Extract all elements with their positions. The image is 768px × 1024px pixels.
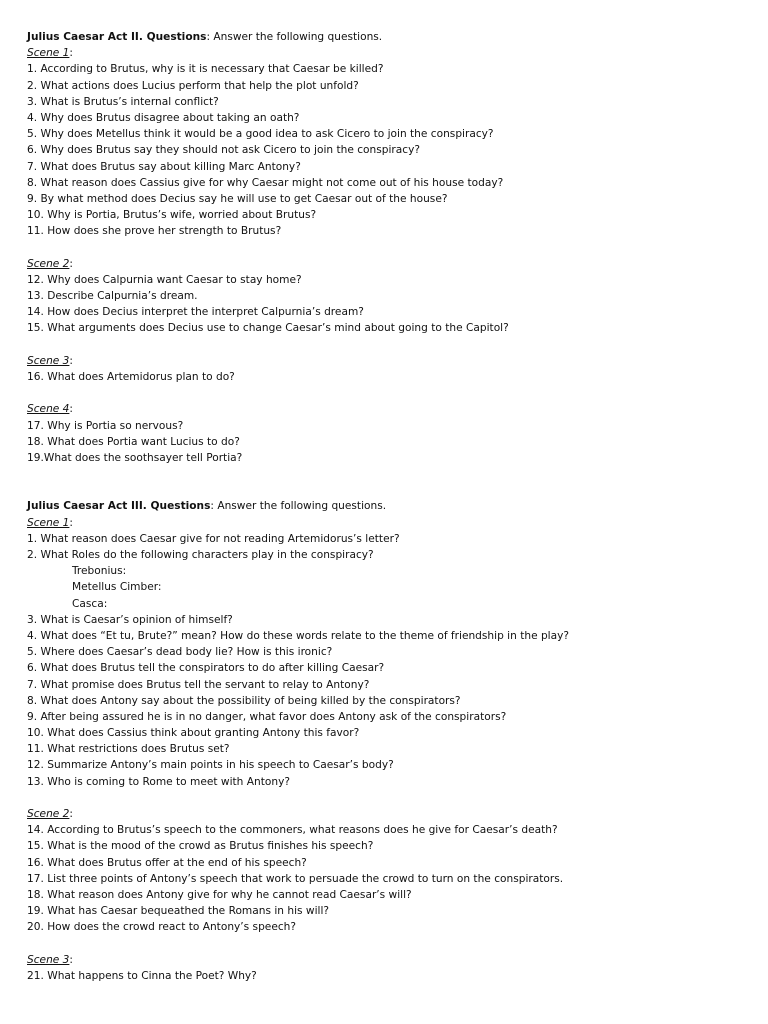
act2-title: Julius Caesar Act II. Questions: [27, 31, 207, 43]
act2-scene1-heading: Scene 1:: [27, 47, 73, 60]
question-item: 16. What does Brutus offer at the end of his speech?: [27, 856, 307, 869]
question-item: 10. What does Cassius think about granting Antony this favor?: [27, 727, 360, 740]
act3-scene1-heading: Scene 1:: [27, 516, 73, 529]
act3-scene3-questions: [27, 968, 757, 984]
act2-scene4-questions: [27, 418, 757, 467]
question-item: 12. Why does Calpurnia want Caesar to stay home?: [27, 273, 302, 286]
question-item: 4. What does “Et tu, Brute?” mean? How do these words relate to the theme of friendship in the play?: [27, 629, 570, 642]
scene-label: Scene 1: [27, 516, 70, 529]
act3-scene2-heading: Scene 2:: [27, 808, 73, 820]
question-item: 6. What does Brutus tell the conspirators to do after killing Caesar?: [27, 662, 385, 675]
question-item: 10. Why is Portia, Brutus’s wife, worried about Brutus?: [27, 209, 317, 222]
question-item: 1. What reason does Caesar give for not reading Artemidorus’s letter?: [27, 532, 400, 545]
act2-scene3-heading: Scene 3:: [27, 354, 73, 367]
act3-scene1-characters: [27, 563, 757, 612]
question-item: 20. How does the crowd react to Antony’s speech?: [27, 921, 296, 934]
question-item: 19. What has Caesar bequeathed the Romans in his will?: [27, 905, 330, 918]
act3-scene2-questions: [27, 822, 757, 935]
scene-label: Scene 2: [27, 257, 70, 270]
act2-scene4-heading: Scene 4:: [27, 403, 73, 416]
scene-label: Scene 3: [27, 953, 70, 966]
question-item: 15. What arguments does Decius use to change Caesar’s mind about going to the Capitol?: [27, 322, 509, 335]
character-item: Trebonius:: [72, 565, 127, 578]
question-item: 9. By what method does Decius say he will use to get Caesar out of the house?: [27, 192, 448, 205]
question-item: 7. What does Brutus say about killing Marc Antony?: [27, 160, 301, 173]
question-item: 13. Describe Calpurnia’s dream.: [27, 290, 198, 302]
scene-label: Scene 1: [27, 47, 70, 60]
question-item: 5. Why does Metellus think it would be a good idea to ask Cicero to join the conspiracy?: [27, 128, 494, 141]
act3-heading: [27, 498, 757, 514]
question-item: 11. What restrictions does Brutus set?: [27, 743, 230, 756]
question-item: 17. List three points of Antony’s speech that work to persuade the crowd to turn on the conspirators.: [27, 872, 564, 885]
act3-instructions: : Answer the following questions.: [210, 500, 387, 513]
act3-scene3-heading: Scene 3:: [27, 953, 73, 966]
question-item: 3. What is Brutus’s internal conflict?: [27, 95, 219, 108]
question-item: 11. How does she prove her strength to Brutus?: [27, 225, 282, 238]
question-item: 15. What is the mood of the crowd as Brutus finishes his speech?: [27, 840, 374, 853]
character-item: Metellus Cimber:: [72, 581, 162, 594]
question-item: 17. Why is Portia so nervous?: [27, 419, 184, 432]
act2-heading: [27, 29, 757, 45]
question-item: 6. Why does Brutus say they should not ask Cicero to join the conspiracy?: [27, 144, 420, 157]
question-item: 13. Who is coming to Rome to meet with Antony?: [27, 775, 290, 788]
question-item: 3. What is Caesar’s opinion of himself?: [27, 613, 233, 626]
act3-title: Julius Caesar Act III. Questions: [27, 500, 211, 513]
act2-scene3-questions: [27, 369, 757, 385]
act2-scene2-questions: [27, 272, 757, 337]
question-item: 7. What promise does Brutus tell the servant to relay to Antony?: [27, 678, 370, 691]
question-item: 12. Summarize Antony’s main points in his speech to Caesar’s body?: [27, 759, 394, 772]
question-item: 9. After being assured he is in no danger, what favor does Antony ask of the conspirators?: [27, 710, 507, 723]
question-item: 16. What does Artemidorus plan to do?: [27, 370, 235, 383]
question-item: 1. According to Brutus, why is it is necessary that Caesar be killed?: [27, 63, 384, 76]
act2-scene1-questions: [27, 61, 757, 239]
scene-label: Scene 4: [27, 403, 70, 416]
act2-instructions: : Answer the following questions.: [206, 31, 383, 43]
question-item: 21. What happens to Cinna the Poet? Why?: [27, 969, 257, 982]
question-item: 18. What reason does Antony give for why he cannot read Caesar’s will?: [27, 888, 412, 901]
act3-scene1-questions-a: [27, 531, 757, 563]
question-item: 19.What does the soothsayer tell Portia?: [27, 451, 243, 464]
question-item: 5. Where does Caesar’s dead body lie? How is this ironic?: [27, 646, 333, 659]
act2-scene2-heading: Scene 2:: [27, 257, 73, 270]
character-item: Casca:: [72, 597, 108, 610]
question-item: 8. What reason does Cassius give for why Caesar might not come out of his house today?: [27, 176, 504, 189]
worksheet: [27, 29, 757, 984]
question-item: 4. Why does Brutus disagree about taking an oath?: [27, 111, 300, 124]
question-item: 14. According to Brutus’s speech to the commoners, what reasons does he give for Caesar’s death?: [27, 824, 558, 837]
question-item: 2. What actions does Lucius perform that help the plot unfold?: [27, 79, 359, 92]
question-item: 18. What does Portia want Lucius to do?: [27, 435, 240, 448]
act3-scene1-questions-b: [27, 612, 757, 790]
question-item: 8. What does Antony say about the possibility of being killed by the conspirators?: [27, 694, 461, 707]
question-item: 2. What Roles do the following characters play in the conspiracy?: [27, 549, 374, 561]
scene-label: Scene 3: [27, 354, 70, 367]
scene-label: Scene 2: [27, 808, 70, 820]
question-item: 14. How does Decius interpret the interpret Calpurnia’s dream?: [27, 306, 364, 319]
